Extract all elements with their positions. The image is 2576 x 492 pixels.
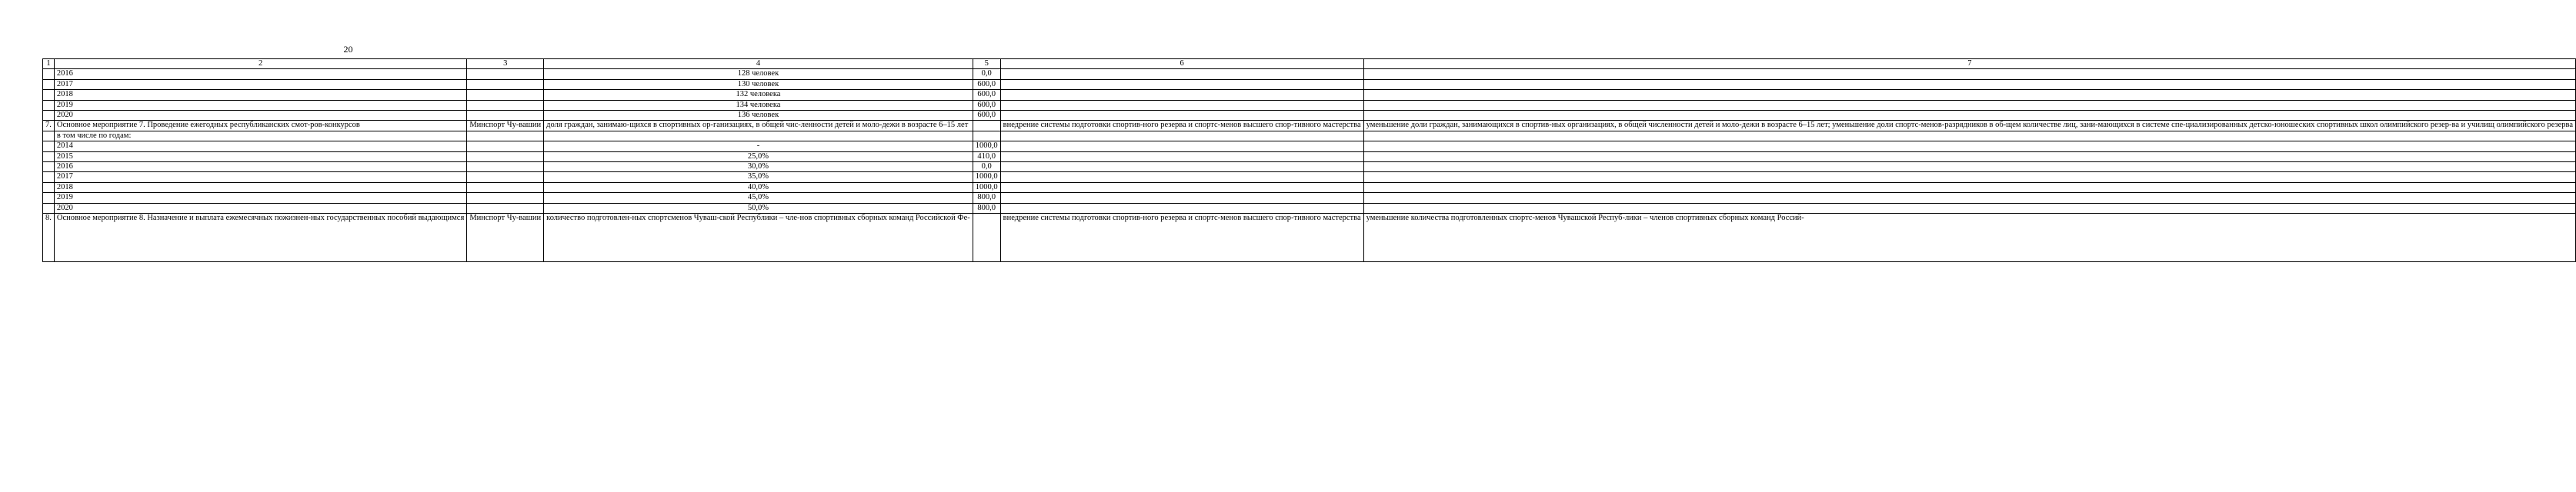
num-cell	[43, 100, 55, 110]
measure-row	[43, 121, 2576, 131]
executor-cell	[467, 131, 544, 141]
num-cell: 8.	[43, 214, 55, 262]
year-cell: 2014	[54, 141, 466, 151]
result-cell	[1000, 90, 1363, 100]
table-row	[43, 111, 2576, 121]
indicator-cell: 30,0%	[544, 162, 973, 172]
indicator-cell: 35,0%	[544, 172, 973, 182]
indicator-cell: 136 человек	[544, 111, 973, 121]
consequence-cell	[1363, 90, 2575, 100]
funding-cell: 1000,0	[973, 141, 1000, 151]
year-cell: 2016	[54, 69, 466, 79]
num-cell	[43, 203, 55, 213]
indicator-cell: 40,0%	[544, 182, 973, 192]
executor-cell	[467, 172, 544, 182]
funding-cell: 0,0	[973, 162, 1000, 172]
table-row	[43, 79, 2576, 89]
table-row	[43, 100, 2576, 110]
funding-cell	[973, 121, 1000, 131]
measure-name-cell: Основное мероприятие 8. Назначение и выплата ежемесячных пожизнен-ных государственных пособий выдающимся	[54, 214, 466, 262]
num-cell	[43, 141, 55, 151]
consequence-cell	[1363, 131, 2575, 141]
executor-cell	[467, 111, 544, 121]
executor-cell	[467, 90, 544, 100]
table-row	[43, 203, 2576, 213]
indicator-cell: 134 человека	[544, 100, 973, 110]
year-cell: 2018	[54, 90, 466, 100]
num-cell: 7.	[43, 121, 55, 131]
column-number: 4	[544, 59, 973, 69]
result-cell	[1000, 131, 1363, 141]
funding-cell: 600,0	[973, 100, 1000, 110]
funding-cell: 600,0	[973, 90, 1000, 100]
indicator-cell: -	[544, 141, 973, 151]
result-cell: внедрение системы подготовки спортив-ного резерва и спортс-менов высшего спор-тивного мастерства	[1000, 214, 1363, 262]
funding-cell	[973, 131, 1000, 141]
result-cell	[1000, 79, 1363, 89]
consequence-cell: уменьшение доли граждан, занимающихся в спортив-ных организациях, в общей численности детей и моло-дежи в возрасте 6–15 лет; уменьшение доли спортс-менов-разрядников в об-щем количестве лиц, зани-мающихся в системе спе-циализированных детско-юношеских спортивных школ олимпийского резер-ва и училищ олимпийского резерва	[1363, 121, 2575, 131]
result-cell	[1000, 172, 1363, 182]
indicator-cell: 45,0%	[544, 193, 973, 203]
year-cell: 2019	[54, 193, 466, 203]
table-row	[43, 162, 2576, 172]
executor-cell	[467, 79, 544, 89]
column-number: 2	[54, 59, 466, 69]
consequence-cell	[1363, 151, 2575, 161]
table-row	[43, 172, 2576, 182]
result-cell: внедрение системы подготовки спортив-ного резерва и спортс-менов высшего спор-тивного мастерства	[1000, 121, 1363, 131]
column-number: 3	[467, 59, 544, 69]
column-number: 6	[1000, 59, 1363, 69]
num-cell	[43, 162, 55, 172]
result-cell	[1000, 203, 1363, 213]
executor-cell	[467, 69, 544, 79]
table-row	[43, 182, 2576, 192]
consequence-cell	[1363, 162, 2575, 172]
consequence-cell	[1363, 79, 2575, 89]
num-cell	[43, 90, 55, 100]
indicator-cell: доля граждан, занимаю-щихся в спортивных ор-ганизациях, в общей чис-ленности детей и моло-дежи в возрасте 6–15 лет	[544, 121, 973, 131]
num-cell	[43, 172, 55, 182]
result-cell	[1000, 69, 1363, 79]
executor-cell	[467, 193, 544, 203]
funding-cell: 600,0	[973, 111, 1000, 121]
result-cell	[1000, 182, 1363, 192]
funding-cell	[973, 214, 1000, 262]
table-row	[43, 193, 2576, 203]
executor-cell: Минспорт Чу-вашии	[467, 121, 544, 131]
num-cell	[43, 182, 55, 192]
year-cell: 2019	[54, 100, 466, 110]
consequence-cell	[1363, 69, 2575, 79]
funding-cell: 800,0	[973, 193, 1000, 203]
funding-cell: 1000,0	[973, 172, 1000, 182]
consequence-cell	[1363, 193, 2575, 203]
consequence-cell	[1363, 203, 2575, 213]
indicator-cell: 50,0%	[544, 203, 973, 213]
indicator-cell	[544, 131, 973, 141]
num-cell	[43, 193, 55, 203]
table-row	[43, 69, 2576, 79]
result-cell	[1000, 151, 1363, 161]
num-cell	[43, 69, 55, 79]
result-cell	[1000, 193, 1363, 203]
year-cell: 2020	[54, 203, 466, 213]
year-cell: 2020	[54, 111, 466, 121]
consequence-cell	[1363, 172, 2575, 182]
result-cell	[1000, 100, 1363, 110]
column-number: 5	[973, 59, 1000, 69]
funding-cell: 1000,0	[973, 182, 1000, 192]
table-row	[43, 151, 2576, 161]
result-cell	[1000, 141, 1363, 151]
executor-cell	[467, 151, 544, 161]
measure-name-cell: Основное мероприятие 7. Проведение ежегодных республиканских смот-ров-конкурсов	[54, 121, 466, 131]
indicator-cell: 132 человека	[544, 90, 973, 100]
table-row	[43, 141, 2576, 151]
by-years-label: в том числе по годам:	[54, 131, 466, 141]
column-number: 7	[1363, 59, 2575, 69]
year-cell: 2017	[54, 172, 466, 182]
indicator-cell: 25,0%	[544, 151, 973, 161]
year-cell: 2018	[54, 182, 466, 192]
program-table	[42, 58, 2576, 262]
result-cell	[1000, 162, 1363, 172]
consequence-cell	[1363, 141, 2575, 151]
executor-cell	[467, 141, 544, 151]
table-row	[43, 90, 2576, 100]
executor-cell	[467, 182, 544, 192]
consequence-cell: уменьшение количества подготовленных спортс-менов Чувашской Респуб-лики – членов спортивных сборных команд Россий-	[1363, 214, 2575, 262]
year-cell: 2015	[54, 151, 466, 161]
num-cell	[43, 131, 55, 141]
consequence-cell	[1363, 111, 2575, 121]
result-cell	[1000, 111, 1363, 121]
consequence-cell	[1363, 182, 2575, 192]
funding-cell: 800,0	[973, 203, 1000, 213]
year-cell: 2016	[54, 162, 466, 172]
executor-cell: Минспорт Чу-вашии	[467, 214, 544, 262]
year-cell: 2017	[54, 79, 466, 89]
column-number: 1	[43, 59, 55, 69]
num-cell	[43, 79, 55, 89]
indicator-cell: 130 человек	[544, 79, 973, 89]
funding-cell: 600,0	[973, 79, 1000, 89]
executor-cell	[467, 162, 544, 172]
measure-row	[43, 214, 2576, 262]
header-row	[43, 59, 2576, 69]
executor-cell	[467, 100, 544, 110]
indicator-cell: количество подготовлен-ных спортсменов Чуваш-ской Республики – чле-нов спортивных сборных команд Российской Фе-	[544, 214, 973, 262]
table-row	[43, 131, 2576, 141]
page-number: 20	[343, 44, 353, 55]
executor-cell	[467, 203, 544, 213]
funding-cell: 0,0	[973, 69, 1000, 79]
consequence-cell	[1363, 100, 2575, 110]
indicator-cell: 128 человек	[544, 69, 973, 79]
num-cell	[43, 111, 55, 121]
funding-cell: 410,0	[973, 151, 1000, 161]
num-cell	[43, 151, 55, 161]
